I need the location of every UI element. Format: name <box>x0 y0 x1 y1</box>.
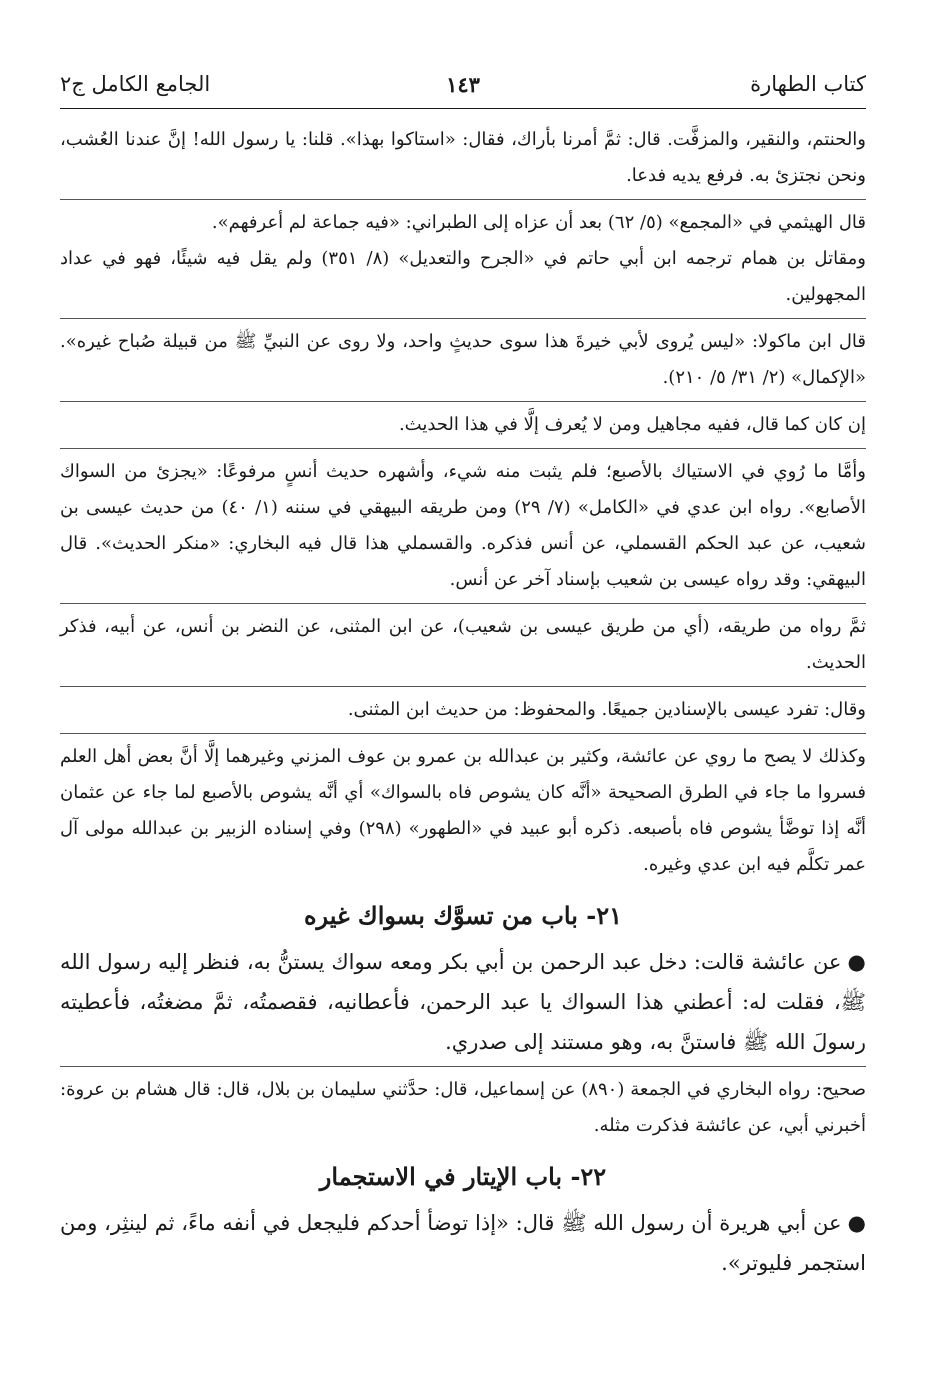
hadith-note-21 <box>60 1072 866 1149</box>
text-block <box>60 692 866 734</box>
hadith-body: عن أبي هريرة أن رسول الله ﷺ قال: «إذا توضأ أحدكم فليجعل في أنفه ماءً، ثم لينثِر، ومن استجمر فليوتر». <box>60 1211 866 1275</box>
book-title: كتاب الطهارة <box>750 72 866 96</box>
text-block <box>60 609 866 687</box>
text-block <box>60 324 866 402</box>
text-block <box>60 454 866 604</box>
chapter-heading-22: ٢٢- باب الإيتار في الاستجمار <box>319 1162 607 1191</box>
paragraph: ومقاتل بن همام ترجمه ابن أبي حاتم في «الجرح والتعديل» (٨/ ٣٥١) ولم يقل فيه شيئًا، فهو في عداد المجهولين. <box>60 248 867 305</box>
hadith-text-22 <box>60 1203 866 1287</box>
bullet-icon: ● <box>847 949 866 974</box>
page-content <box>60 122 866 1292</box>
paragraph: وأمَّا ما رُوي في الاستياك بالأصبع؛ فلم يثبت منه شيء، وأشهره حديث أنسٍ مرفوعًا: «يجزئ من السواك الأصابع». رواه ابن عدي في «الكامل» (٧/ ٢٩) ومن طريقه البيهقي في سننه (١/ ٤٠) من حديث عيسى بن شعيب، عن عبد الحكم القسملي، عن أنس فذكره. والقسملي هذا قال فيه البخاري: «منكر الحديث». قال البيهقي: وقد رواه عيسى بن شعيب بإسناد آخر عن أنس. <box>60 461 866 590</box>
page-header <box>60 58 866 109</box>
chapter-heading-21: ٢١- باب من تسوَّك بسواك غيره <box>303 901 623 930</box>
bullet-icon: ● <box>847 1210 866 1235</box>
paragraph: ثمَّ رواه من طريقه، (أي من طريق عيسى بن شعيب)، عن ابن المثنى، عن النضر بن أنس، عن أبيه، فذكر الحديث. <box>60 616 866 673</box>
paragraph: صحيح: رواه البخاري في الجمعة (٨٩٠) عن إسماعيل، قال: حدَّثني سليمان بن بلال، قال: قال هشام بن عروة: أخبرني أبي، عن عائشة فذكرت مثله. <box>60 1079 866 1136</box>
paragraph: والحنتم، والنقير، والمزفَّت. قال: ثمَّ أمرنا بأراك، فقال: «استاكوا بهذا». قلنا: يا رسول الله! إنَّ عندنا العُشب، ونحن نجتزئ به. فرفع يديه فدعا. <box>60 129 866 186</box>
text-block <box>60 407 866 449</box>
hadith-text-21 <box>60 942 866 1067</box>
paragraph: وكذلك لا يصح ما روي عن عائشة، وكثير بن عبدالله بن عمرو بن عوف المزني وغيرهما إلَّا أنَّ بعض أهل العلم فسروا ما جاء في الطرق الصحيحة «أنَّه كان يشوص فاه بالسواك» أي أنَّه يشوص بالأصبع لما جاء عن عثمان أنَّه إذا توضَّأ يشوص فاه بأصبعه. ذكره أبو عبيد في «الطهور» (٢٩٨) وفي إسناده الزبير بن عبدالله مولى آل عمر تكلَّم فيه ابن عدي وغيره. <box>60 746 866 875</box>
volume-title: الجامع الكامل ج٢ <box>60 72 211 96</box>
text-block <box>60 122 866 200</box>
paragraph: إن كان كما قال، ففيه مجاهيل ومن لا يُعرف إلَّا في هذا الحديث. <box>398 414 866 435</box>
text-block <box>60 739 866 888</box>
hadith-body: عن عائشة قالت: دخل عبد الرحمن بن أبي بكر ومعه سواك يستنُّ به، فنظر إليه رسول الله ﷺ، فقلت له: أعطني هذا السواك يا عبد الرحمن، فأعطانيه، فقصمتُه، ثمَّ مضغتُه، فأعطيته رسولَ الله ﷺ فاستنَّ به، وهو مستند إلى صدري. <box>60 950 866 1054</box>
paragraph: وقال: تفرد عيسى بالإسنادين جميعًا. والمحفوظ: من حديث ابن المثنى. <box>347 699 866 720</box>
page-number: ١٤٣ <box>446 72 480 97</box>
text-block <box>60 205 866 319</box>
paragraph: قال الهيثمي في «المجمع» (٥/ ٦٢) بعد أن عزاه إلى الطبراني: «فيه جماعة لم أعرفهم». <box>211 212 866 233</box>
paragraph: قال ابن ماكولا: «ليس يُروى لأبي خيرةَ هذا سوى حديثٍ واحد، ولا روى عن النبيِّ ﷺ من قبيلة صُباح غيره». «الإكمال» (٢/ ٣١/ ٥/ ٢١٠). <box>60 331 866 388</box>
